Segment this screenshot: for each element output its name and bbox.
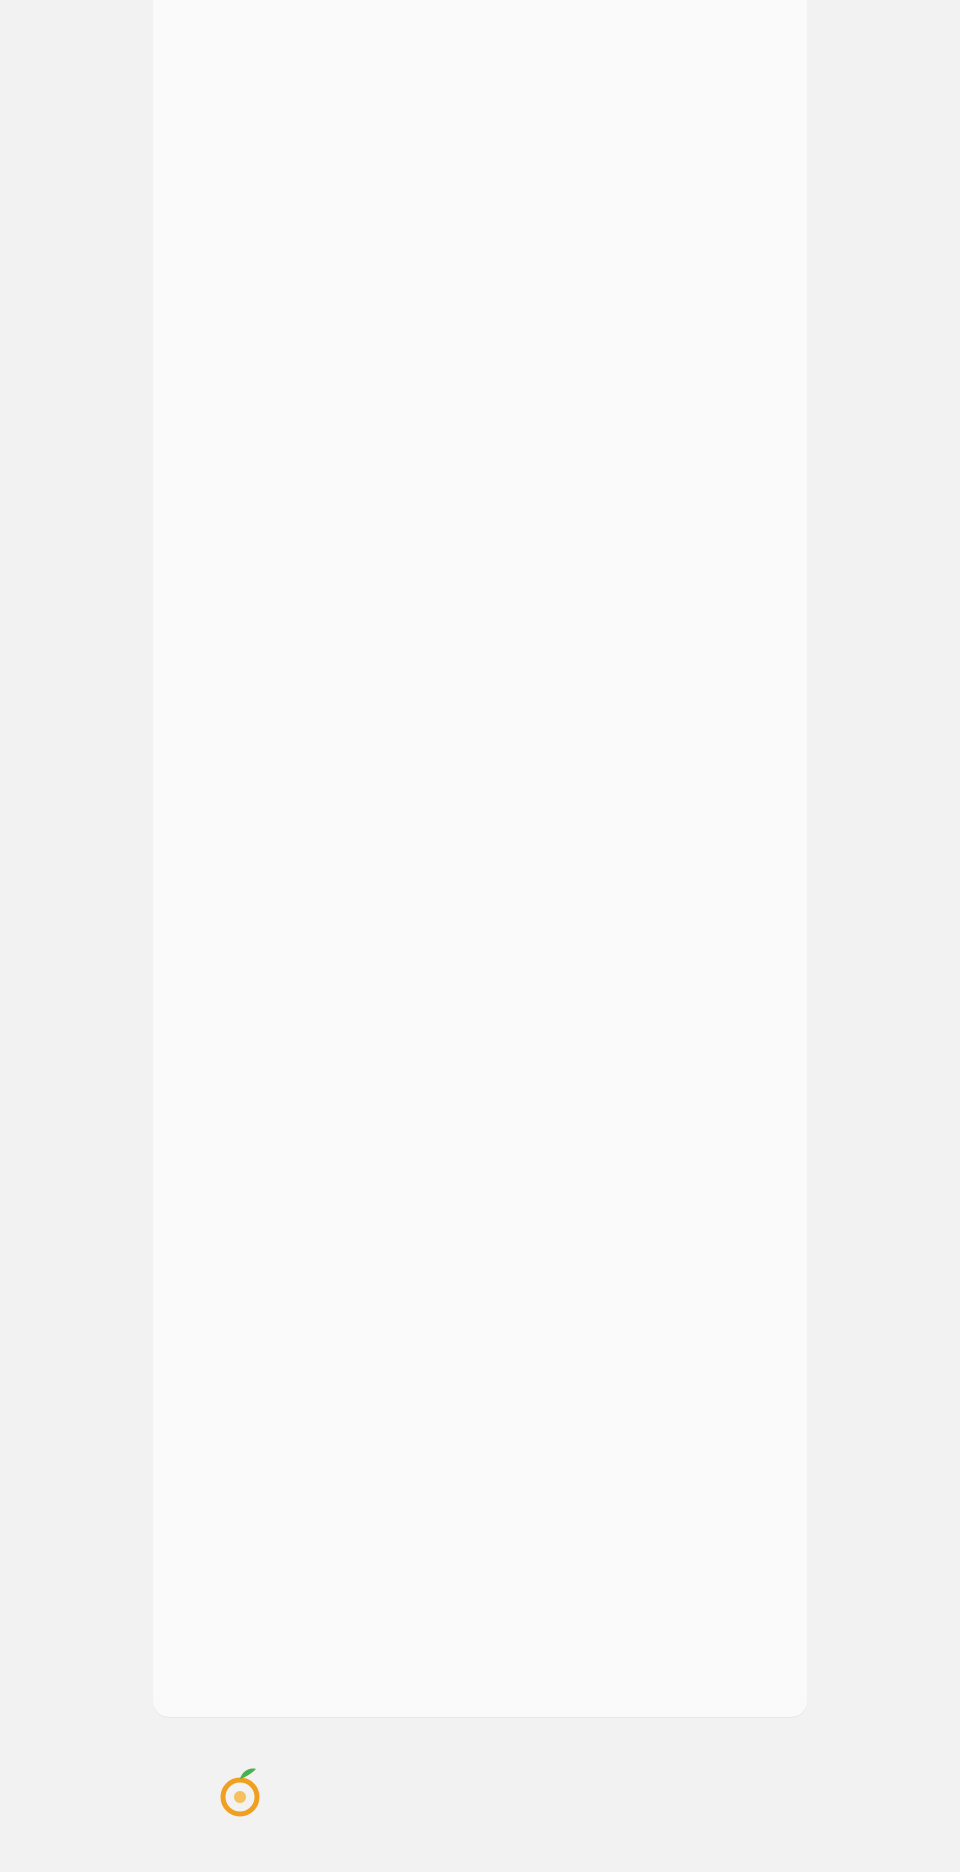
spec-card — [153, 0, 807, 1717]
orange-center-icon — [234, 1791, 246, 1803]
footer — [220, 1760, 780, 1830]
leaf-icon — [240, 1768, 256, 1779]
orange-pi-logo — [220, 1763, 390, 1823]
